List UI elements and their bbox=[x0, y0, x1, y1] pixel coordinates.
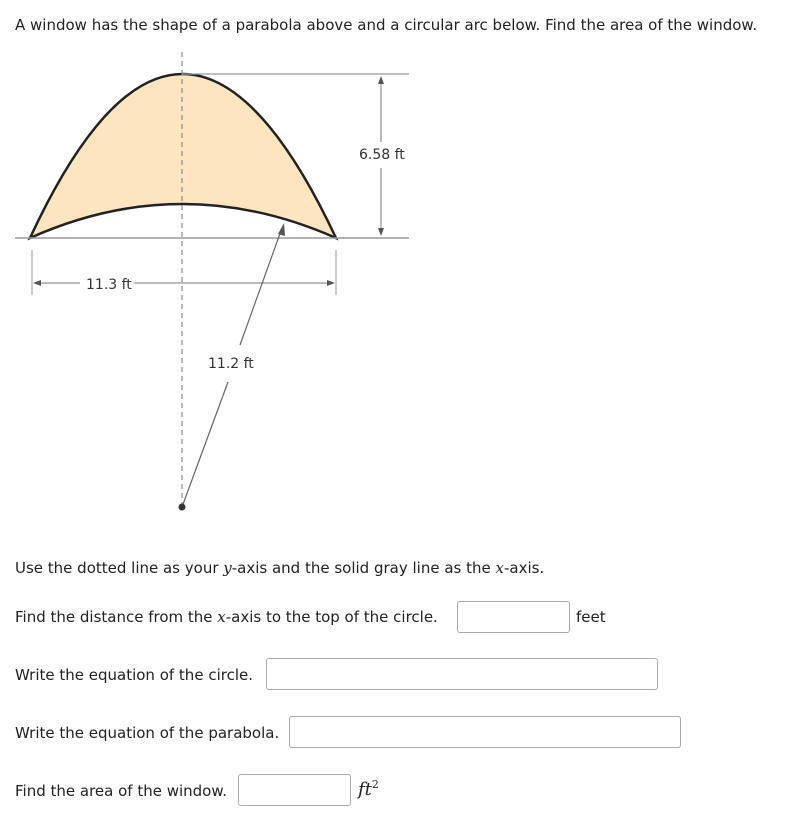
instruction-text-middle: -axis and the solid gray line as the bbox=[231, 559, 496, 577]
distance-unit: feet bbox=[576, 608, 606, 626]
question-circle-label: Write the equation of the circle. bbox=[15, 666, 253, 684]
height-label: 6.58 ft bbox=[359, 147, 405, 163]
problem-statement: A window has the shape of a parabola above and a circular arc below. Find the area of the window. bbox=[15, 16, 758, 34]
window-shape bbox=[30, 74, 336, 238]
radius-label: 11.2 ft bbox=[208, 356, 254, 372]
question-distance-text-start: Find the distance from the bbox=[15, 608, 218, 626]
height-arrow-bottom bbox=[378, 228, 384, 236]
height-arrow-top bbox=[378, 76, 384, 84]
axes-instruction bbox=[15, 559, 544, 577]
question-area-label: Find the area of the window. bbox=[15, 782, 228, 800]
circle-center-dot bbox=[179, 504, 186, 511]
radius-arrow bbox=[278, 223, 285, 236]
width-arrow-right bbox=[327, 280, 335, 286]
width-arrow-left bbox=[33, 280, 41, 286]
question-distance bbox=[15, 608, 438, 626]
question-parabola-label: Write the equation of the parabola. bbox=[15, 724, 280, 742]
area-unit-exponent: 2 bbox=[371, 778, 379, 791]
instruction-text-end: -axis. bbox=[503, 559, 545, 577]
question-distance-text-end: -axis to the top of the circle. bbox=[225, 608, 438, 626]
instruction-text-start: Use the dotted line as your bbox=[15, 559, 224, 577]
x-variable: x bbox=[217, 608, 226, 626]
distance-answer-input[interactable] bbox=[457, 601, 570, 633]
area-unit-base: ft bbox=[358, 779, 372, 800]
circle-equation-input[interactable] bbox=[266, 658, 658, 690]
width-label: 11.3 ft bbox=[86, 277, 132, 293]
radius-line-lower bbox=[182, 382, 228, 507]
y-variable: y bbox=[223, 559, 232, 577]
area-answer-input[interactable] bbox=[238, 774, 351, 806]
x-variable: x bbox=[495, 559, 504, 577]
area-unit bbox=[358, 778, 379, 800]
parabola-equation-input[interactable] bbox=[289, 716, 681, 748]
radius-line-upper bbox=[240, 228, 282, 345]
